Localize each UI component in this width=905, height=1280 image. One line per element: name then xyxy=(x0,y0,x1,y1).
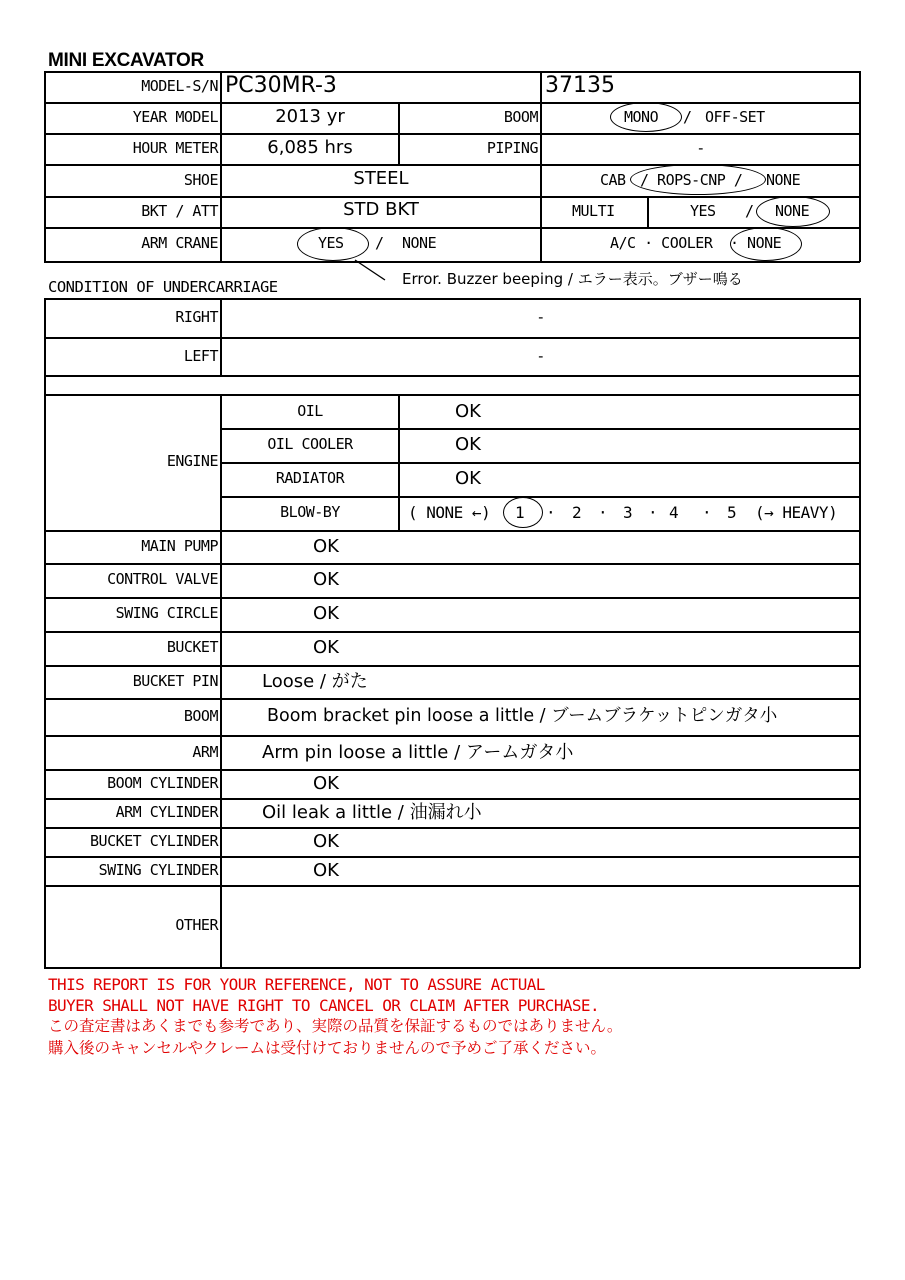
arm-crane-option-none: NONE xyxy=(402,234,437,252)
model-label: MODEL-S/N xyxy=(141,77,218,95)
swing-circle-label: SWING CIRCLE xyxy=(115,604,218,622)
arm-cylinder-value: Oil leak a little / 油漏れ小 xyxy=(262,802,482,823)
arm-crane-label: ARM CRANE xyxy=(141,234,218,252)
cab-option-none: NONE xyxy=(766,171,801,189)
ac-cooler-label: A/C · COOLER xyxy=(610,234,713,252)
boom-option-offset: OFF-SET xyxy=(705,108,765,126)
cab-option-rops: / ROPS-CNP / xyxy=(640,171,743,189)
cab-selected-circle xyxy=(630,164,766,195)
undercarriage-left-value: - xyxy=(536,347,545,365)
boom-label: BOOM xyxy=(183,707,218,725)
arm-crane-option-yes: YES xyxy=(318,234,344,252)
main-pump-label: MAIN PUMP xyxy=(141,537,218,555)
swing-cylinder-value: OK xyxy=(313,860,339,881)
arm-crane-selected-circle xyxy=(297,227,369,261)
blowby-level-2: 2 xyxy=(572,503,582,522)
blowby-level-3: 3 xyxy=(623,503,633,522)
hour-meter-value: 6,085 hrs xyxy=(267,137,353,158)
swing-cylinder-label: SWING CYLINDER xyxy=(98,861,218,879)
arm-value: Arm pin loose a little / アームガタ小 xyxy=(262,742,574,763)
engine-label: ENGINE xyxy=(166,452,218,470)
multi-option-none: NONE xyxy=(775,202,810,220)
boom-cylinder-label: BOOM CYLINDER xyxy=(107,774,218,792)
bucket-value: OK xyxy=(313,637,339,658)
bkt-att-label: BKT / ATT xyxy=(141,202,218,220)
blowby-sep-1: · xyxy=(546,503,556,522)
boom-type-label: BOOM xyxy=(503,108,538,126)
boom-option-mono: MONO xyxy=(624,108,659,126)
bkt-att-value: STD BKT xyxy=(343,199,419,220)
engine-oil-cooler-value: OK xyxy=(455,434,481,455)
blowby-level-1: 1 xyxy=(515,503,525,522)
control-valve-value: OK xyxy=(313,569,339,590)
engine-oil-value: OK xyxy=(455,401,481,422)
blowby-level-5: 5 xyxy=(727,503,737,522)
disclaimer-line-1: THIS REPORT IS FOR YOUR REFERENCE, NOT TO ASSURE ACTUAL xyxy=(48,975,545,994)
piping-value: - xyxy=(696,139,705,157)
engine-oil-cooler-label: OIL COOLER xyxy=(267,435,353,453)
arm-crane-note: Error. Buzzer beeping / エラー表示。ブザー鳴る xyxy=(402,270,743,288)
bucket-pin-value: Loose / がた xyxy=(262,671,368,692)
multi-option-yes: YES xyxy=(690,202,716,220)
year-value: 2013 yr xyxy=(275,106,345,127)
piping-label: PIPING xyxy=(486,139,538,157)
hour-meter-label: HOUR METER xyxy=(132,139,218,157)
disclaimer-line-3: この査定書はあくまでも参考であり、実際の品質を保証するものではありません。 xyxy=(48,1017,623,1035)
blowby-start: ( NONE ←) xyxy=(408,503,491,522)
ac-selected-circle xyxy=(730,227,802,261)
engine-blowby-label: BLOW-BY xyxy=(280,503,340,521)
blowby-sep-2: · xyxy=(598,503,608,522)
disclaimer-line-4: 購入後のキャンセルやクレームは受付けておりませんので予めご了承ください。 xyxy=(48,1039,607,1057)
bucket-cylinder-value: OK xyxy=(313,831,339,852)
blowby-level-4: 4 xyxy=(669,503,679,522)
blowby-end: (→ HEAVY) xyxy=(755,503,838,522)
multi-option-sep: / xyxy=(745,202,754,220)
ac-option-none: · NONE xyxy=(730,234,782,252)
arm-cylinder-label: ARM CYLINDER xyxy=(115,803,218,821)
engine-oil-label: OIL xyxy=(297,402,323,420)
model-value: PC30MR-3 xyxy=(225,73,337,98)
swing-circle-value: OK xyxy=(313,603,339,624)
bucket-cylinder-label: BUCKET CYLINDER xyxy=(90,832,218,850)
main-pump-value: OK xyxy=(313,536,339,557)
undercarriage-left-label: LEFT xyxy=(183,347,218,365)
note-pointer-line xyxy=(350,258,390,284)
year-label: YEAR MODEL xyxy=(132,108,218,126)
engine-radiator-label: RADIATOR xyxy=(275,469,345,487)
arm-crane-option-sep: / xyxy=(375,234,384,252)
boom-value: Boom bracket pin loose a little / ブームブラケットピンガタ小 xyxy=(267,706,778,726)
undercarriage-heading: CONDITION OF UNDERCARRIAGE xyxy=(48,278,278,296)
multi-selected-circle xyxy=(756,196,830,227)
shoe-value: STEEL xyxy=(353,168,409,189)
blowby-sep-4: · xyxy=(702,503,712,522)
bucket-label: BUCKET xyxy=(166,638,218,656)
blowby-selected-circle xyxy=(503,497,543,528)
arm-label: ARM xyxy=(192,743,218,761)
control-valve-label: CONTROL VALVE xyxy=(107,570,218,588)
bucket-pin-label: BUCKET PIN xyxy=(132,672,218,690)
other-label: OTHER xyxy=(175,916,218,934)
boom-cylinder-value: OK xyxy=(313,773,339,794)
boom-selected-circle xyxy=(610,102,682,132)
document-title: MINI EXCAVATOR xyxy=(48,50,204,71)
undercarriage-right-label: RIGHT xyxy=(175,308,218,326)
blowby-sep-3: · xyxy=(648,503,658,522)
engine-radiator-value: OK xyxy=(455,468,481,489)
undercarriage-right-value: - xyxy=(536,308,545,326)
boom-option-sep: / xyxy=(683,108,692,126)
serial-value: 37135 xyxy=(545,73,615,98)
shoe-label: SHOE xyxy=(183,171,218,189)
disclaimer-line-2: BUYER SHALL NOT HAVE RIGHT TO CANCEL OR CLAIM AFTER PURCHASE. xyxy=(48,996,600,1015)
multi-label: MULTI xyxy=(572,202,615,220)
cab-label: CAB xyxy=(600,171,626,189)
